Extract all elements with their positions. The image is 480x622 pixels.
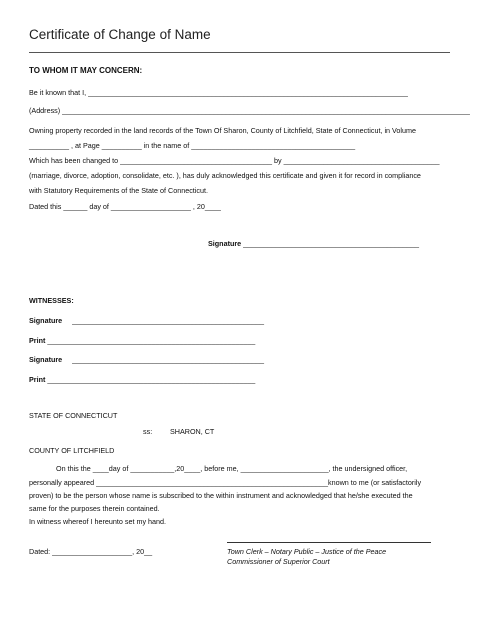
signature-label: Signature [208, 239, 242, 248]
acknowledgment-line-1: On this the ____day of ___________,20____, before me, ______________________, the undersigned officer, [56, 464, 408, 473]
dated-this-line: Dated this ______ day of ____________________ , 20____ [29, 202, 221, 211]
venue-county: COUNTY OF LITCHFIELD [29, 446, 115, 455]
address-line: (Address) ______________________________________________________________________________________________________ [29, 106, 470, 115]
venue-state: STATE OF CONNECTICUT [29, 411, 118, 420]
witness-print-line: ____________________________________________________ [45, 375, 256, 384]
acknowledgment-line-5: In witness whereof I hereunto set my hand. [29, 517, 167, 526]
changed-to-line: Which has been changed to ______________________________________ by _______________________________________ [29, 156, 440, 165]
be-it-known-line: Be it known that I, ________________________________________________________________________________ [29, 88, 408, 97]
witness-print-label: Print [29, 375, 46, 384]
witness-signature-row-2 [29, 355, 264, 364]
salutation: TO WHOM IT MAY CONCERN: [29, 66, 143, 75]
signature-block [208, 239, 419, 248]
official-title-2: Commissioner of Superior Court [227, 557, 330, 566]
official-signature-line [227, 542, 431, 543]
witness-signature-label: Signature [29, 355, 63, 364]
witness-print-row-2 [29, 375, 255, 384]
witness-print-line: ____________________________________________________ [45, 336, 256, 345]
acknowledgment-line-2: personally appeared __________________________________________________________known to me (or satisfactorily [29, 478, 422, 487]
witness-print-label: Print [29, 336, 46, 345]
venue-town: SHARON, CT [170, 427, 215, 436]
witnesses-heading: WITNESSES: [29, 296, 74, 305]
title-rule [29, 52, 450, 53]
volume-page-line: __________ , at Page __________ in the name of _________________________________________ [29, 141, 356, 150]
venue-ss: ss: [143, 427, 153, 436]
witness-print-row-1 [29, 336, 255, 345]
page-title: Certificate of Change of Name [29, 27, 211, 42]
witness-signature-row-1 [29, 316, 264, 325]
signature-line: ____________________________________________ [243, 239, 420, 248]
witness-signature-line: ________________________________________________ [62, 316, 265, 325]
marriage-divorce-text: (marriage, divorce, adoption, consolidate, etc. ), has duly acknowledged this certificate and given it for record in compliance [29, 171, 421, 180]
witness-signature-label: Signature [29, 316, 63, 325]
acknowledgment-line-4: same for the purposes therein contained. [29, 504, 160, 513]
footer-dated-line: Dated: ____________________, 20__ [29, 547, 153, 556]
statutory-text: with Statutory Requirements of the State of Connecticut. [29, 186, 208, 195]
official-title: Town Clerk – Notary Public – Justice of the Peace [227, 547, 387, 556]
acknowledgment-line-3: proven) to be the person whose name is subscribed to the within instrument and acknowledged that he/she executed the [29, 491, 413, 500]
witness-signature-line: ________________________________________________ [62, 355, 265, 364]
owning-property-text: Owning property recorded in the land records of the Town Of Sharon, County of Litchfield, State of Connecticut, in Volume [29, 126, 417, 135]
